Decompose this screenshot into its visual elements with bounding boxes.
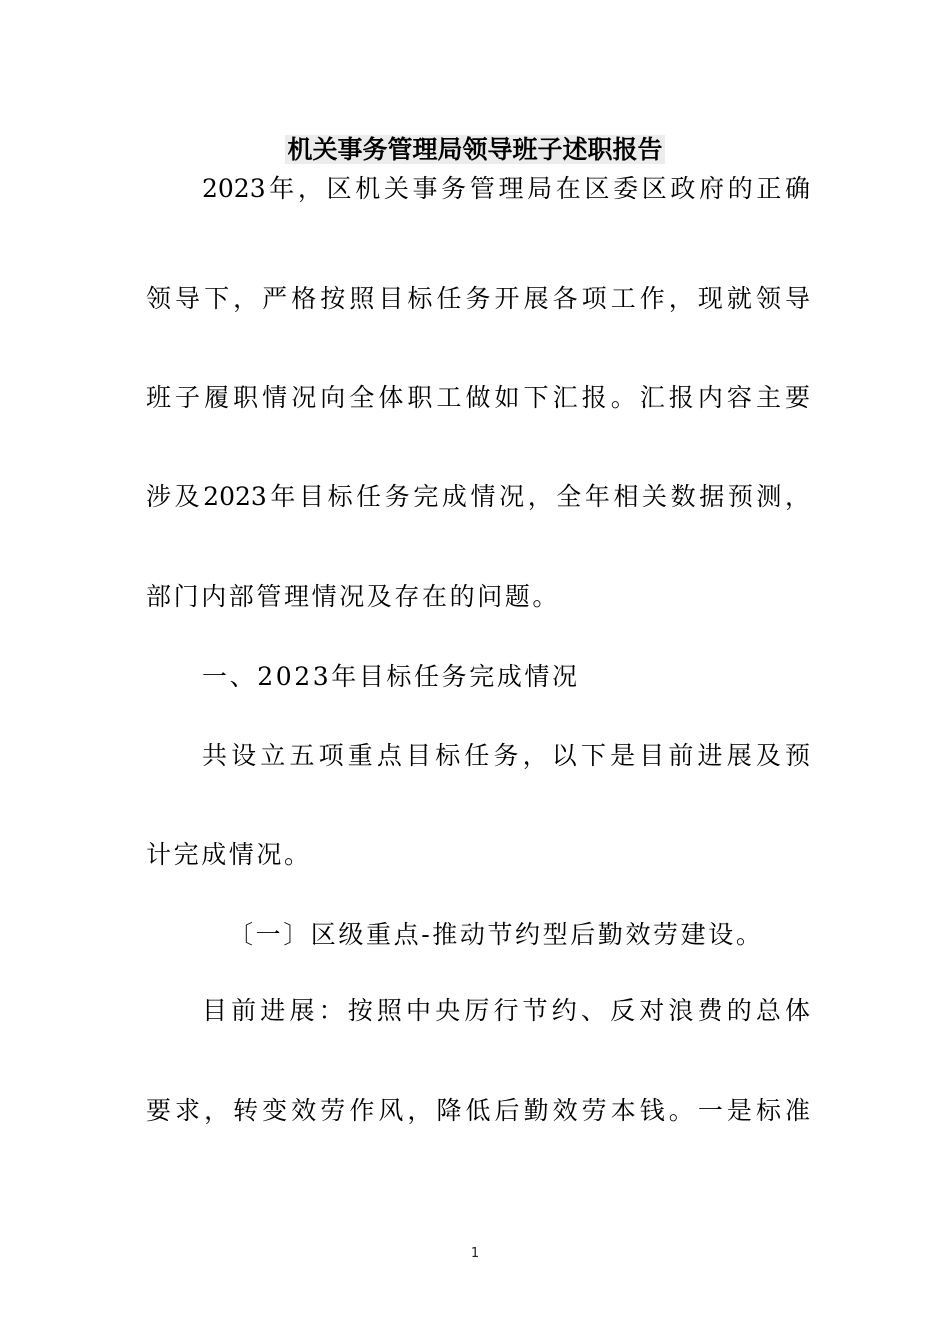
section-heading: 一、2023年目标任务完成情况 — [202, 662, 580, 691]
paragraph-line: 目前进展：按照中央厉行节约、反对浪费的总体 — [202, 996, 810, 1025]
paragraph-line: 共设立五项重点目标任务，以下是目前进展及预 — [202, 741, 810, 770]
paragraph-line: 部门内部管理情况及存在的问题。 — [146, 582, 561, 611]
document-title-text: 机关事务管理局领导班子述职报告 — [287, 135, 663, 164]
paragraph-line: 计完成情况。 — [146, 840, 312, 869]
paragraph-line: 领导下，严格按照目标任务开展各项工作，现就领导 — [146, 284, 810, 313]
page-number: 1 — [470, 1246, 480, 1261]
paragraph-line: 班子履职情况向全体职工做如下汇报。汇报内容主要 — [146, 383, 810, 412]
paragraph-line: 2023年，区机关事务管理局在区委区政府的正确 — [202, 174, 810, 203]
paragraph-line: 涉及2023年目标任务完成情况，全年相关数据预测， — [146, 482, 810, 511]
subsection-heading: 〔一〕区级重点-推动节约型后勤效劳建设。 — [228, 920, 764, 949]
paragraph-line: 要求，转变效劳作风，降低后勤效劳本钱。一是标准 — [146, 1096, 810, 1125]
document-title — [0, 130, 950, 170]
